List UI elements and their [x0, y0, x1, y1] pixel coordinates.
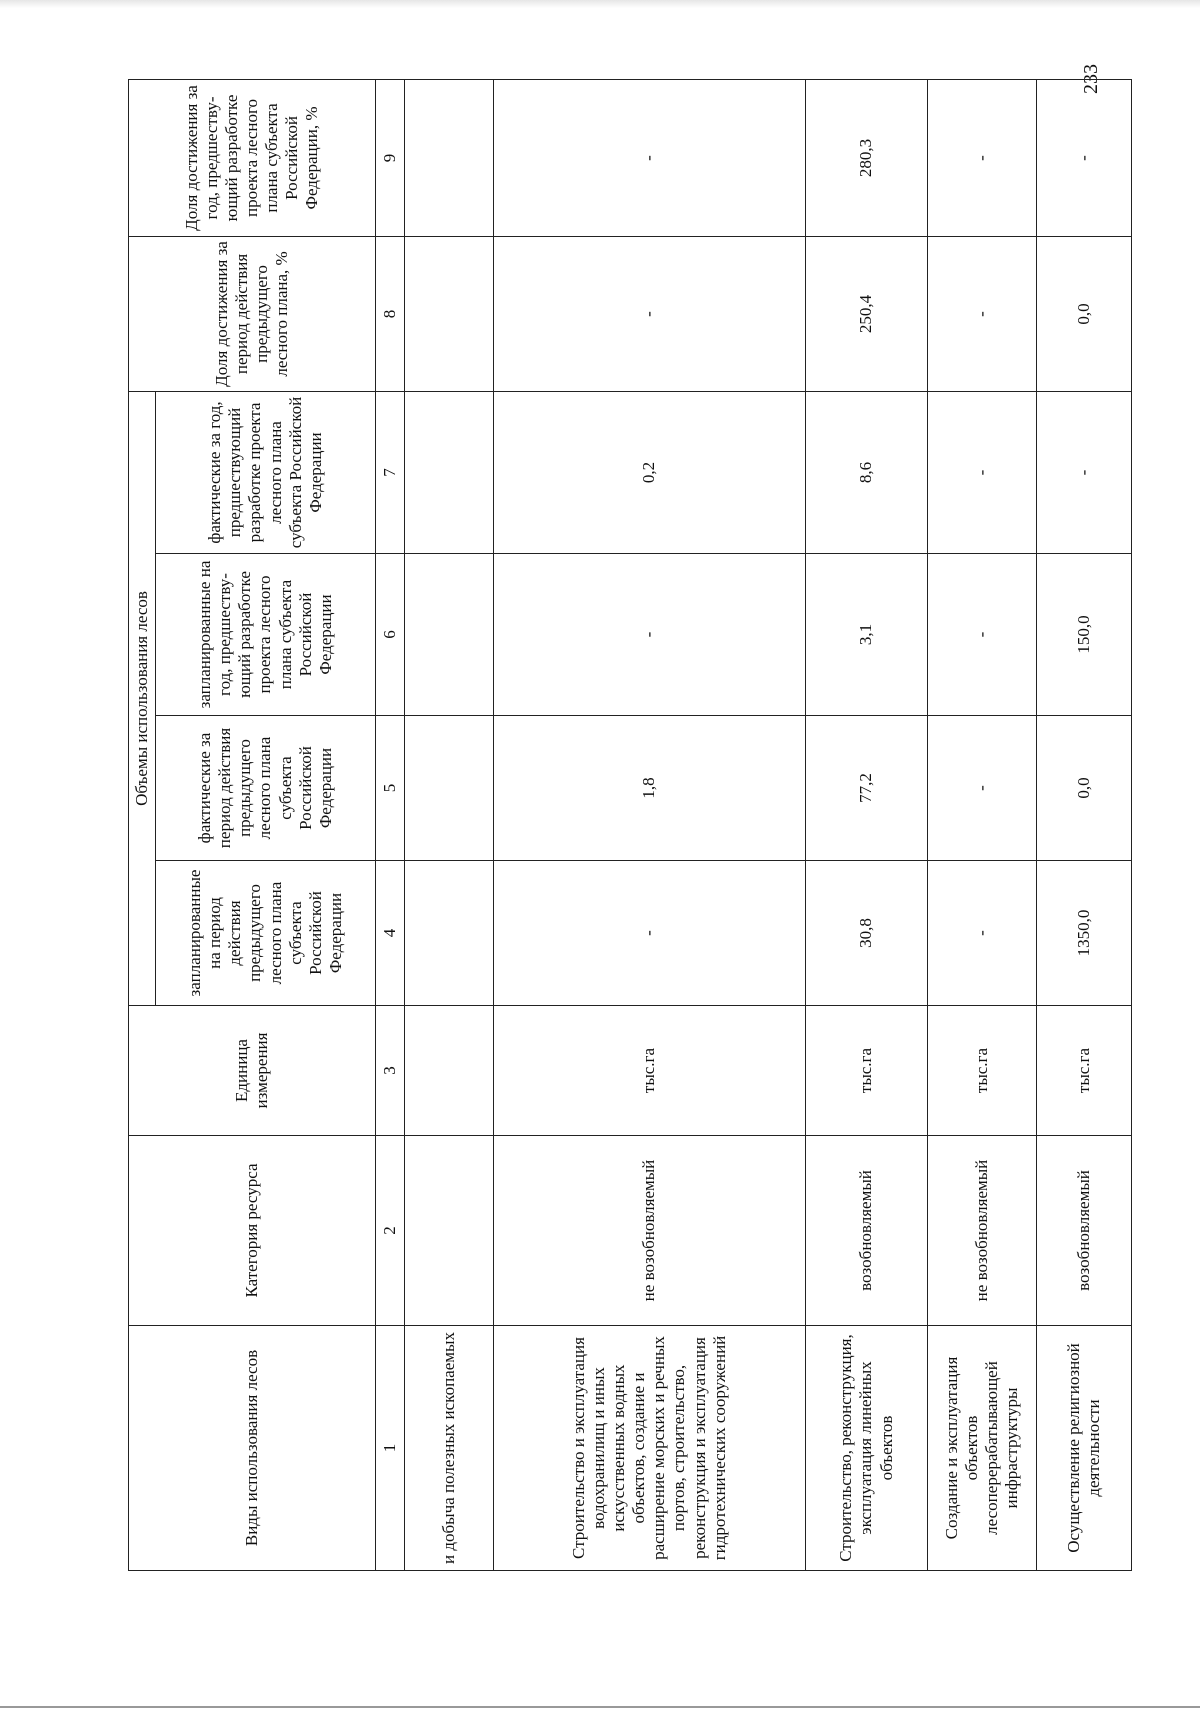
column-number-7: 7 — [376, 391, 405, 553]
cell-planned-period: 1350,0 — [1037, 861, 1132, 1006]
cell-share-year: 280,3 — [805, 79, 927, 236]
table-row — [494, 79, 806, 1570]
table-row — [405, 79, 494, 1570]
cell-resource-category: возобновляемый — [1037, 1136, 1132, 1326]
cell-actual-period: 0,0 — [1037, 716, 1132, 861]
cell-planned-year: - — [928, 554, 1037, 716]
cell-usage-type: Строительство и эксплуатация водохранилищ и иных искусственных водных объектов, создание и расширение морских и речных портов, строительство, реконструкция и эксплуатация гидротехнических сооружений — [494, 1326, 806, 1571]
cell-share-year: - — [494, 79, 806, 236]
cell-share-year: - — [1037, 79, 1132, 236]
cell-planned-year: - — [494, 554, 806, 716]
table-row — [805, 79, 927, 1570]
cell-unit — [405, 1006, 494, 1136]
cell-actual-period: 1,8 — [494, 716, 806, 861]
cell-actual-year: - — [928, 391, 1037, 553]
scan-bottom-edge — [0, 1706, 1200, 1708]
cell-resource-category: не возобновляемый — [494, 1136, 806, 1326]
forest-usage-table — [128, 79, 1132, 1571]
cell-unit: тыс.га — [494, 1006, 806, 1136]
page-number: 233 — [1080, 64, 1102, 94]
cell-usage-type: Осуществление религиозной деятельности — [1037, 1326, 1132, 1571]
column-number-2: 2 — [376, 1136, 405, 1326]
cell-planned-period: - — [494, 861, 806, 1006]
table-row — [928, 79, 1037, 1570]
header-planned-year: запланированные на год, предшеству-ющий разработке проекта лесного плана субъекта Российской Федерации — [156, 554, 376, 716]
cell-resource-category: возобновляемый — [805, 1136, 927, 1326]
cell-share-year: - — [928, 79, 1037, 236]
cell-share-period: 250,4 — [805, 236, 927, 391]
cell-share-period: - — [494, 236, 806, 391]
header-usage-volumes-group: Объемы использования лесов — [129, 391, 156, 1005]
column-number-1: 1 — [376, 1326, 405, 1571]
cell-actual-period: 77,2 — [805, 716, 927, 861]
column-number-4: 4 — [376, 861, 405, 1006]
header-actual-year: фактические за год, предшествующий разработке проекта лесного плана субъекта Российской Федерации — [156, 391, 376, 553]
cell-resource-category: не возобновляемый — [928, 1136, 1037, 1326]
header-resource-category: Категория ресурса — [129, 1136, 376, 1326]
header-unit: Единица измерения — [129, 1006, 376, 1136]
cell-resource-category — [405, 1136, 494, 1326]
cell-usage-type: и добыча полезных ископаемых — [405, 1326, 494, 1571]
cell-planned-period: 30,8 — [805, 861, 927, 1006]
header-planned-period: запланированные на период действия предыдущего лесного плана субъекта Российской Федерации — [156, 861, 376, 1006]
cell-actual-period — [405, 716, 494, 861]
column-number-5: 5 — [376, 716, 405, 861]
cell-actual-period: - — [928, 716, 1037, 861]
header-share-period: Доля достижения за период действия предыдущего лесного плана, % — [129, 236, 376, 391]
cell-actual-year — [405, 391, 494, 553]
cell-share-period: - — [928, 236, 1037, 391]
cell-actual-year: - — [1037, 391, 1132, 553]
cell-share-period: 0,0 — [1037, 236, 1132, 391]
cell-actual-year: 8,6 — [805, 391, 927, 553]
header-actual-period: фактические за период действия предыдущего лесного плана субъекта Российской Федерации — [156, 716, 376, 861]
cell-planned-period — [405, 861, 494, 1006]
cell-planned-year: 150,0 — [1037, 554, 1132, 716]
cell-share-period — [405, 236, 494, 391]
cell-usage-type: Создание и эксплуатация объектов лесоперерабатывающей инфраструктуры — [928, 1326, 1037, 1571]
cell-planned-period: - — [928, 861, 1037, 1006]
header-share-year: Доля достижения за год, предшеству-ющий разработке проекта лесного плана субъекта Российской Федерации, % — [129, 79, 376, 236]
cell-planned-year: 3,1 — [805, 554, 927, 716]
column-number-3: 3 — [376, 1006, 405, 1136]
column-number-6: 6 — [376, 554, 405, 716]
header-usage-type: Виды использования лесов — [129, 1326, 376, 1571]
cell-share-year — [405, 79, 494, 236]
column-number-9: 9 — [376, 79, 405, 236]
cell-planned-year — [405, 554, 494, 716]
cell-usage-type: Строительство, реконструкция, эксплуатация линейных объектов — [805, 1326, 927, 1571]
table-row — [1037, 79, 1132, 1570]
scan-top-shadow — [0, 0, 1200, 8]
cell-actual-year: 0,2 — [494, 391, 806, 553]
cell-unit: тыс.га — [1037, 1006, 1132, 1136]
cell-unit: тыс.га — [805, 1006, 927, 1136]
cell-unit: тыс.га — [928, 1006, 1037, 1136]
column-number-8: 8 — [376, 236, 405, 391]
rotated-table-container — [128, 80, 1132, 1571]
